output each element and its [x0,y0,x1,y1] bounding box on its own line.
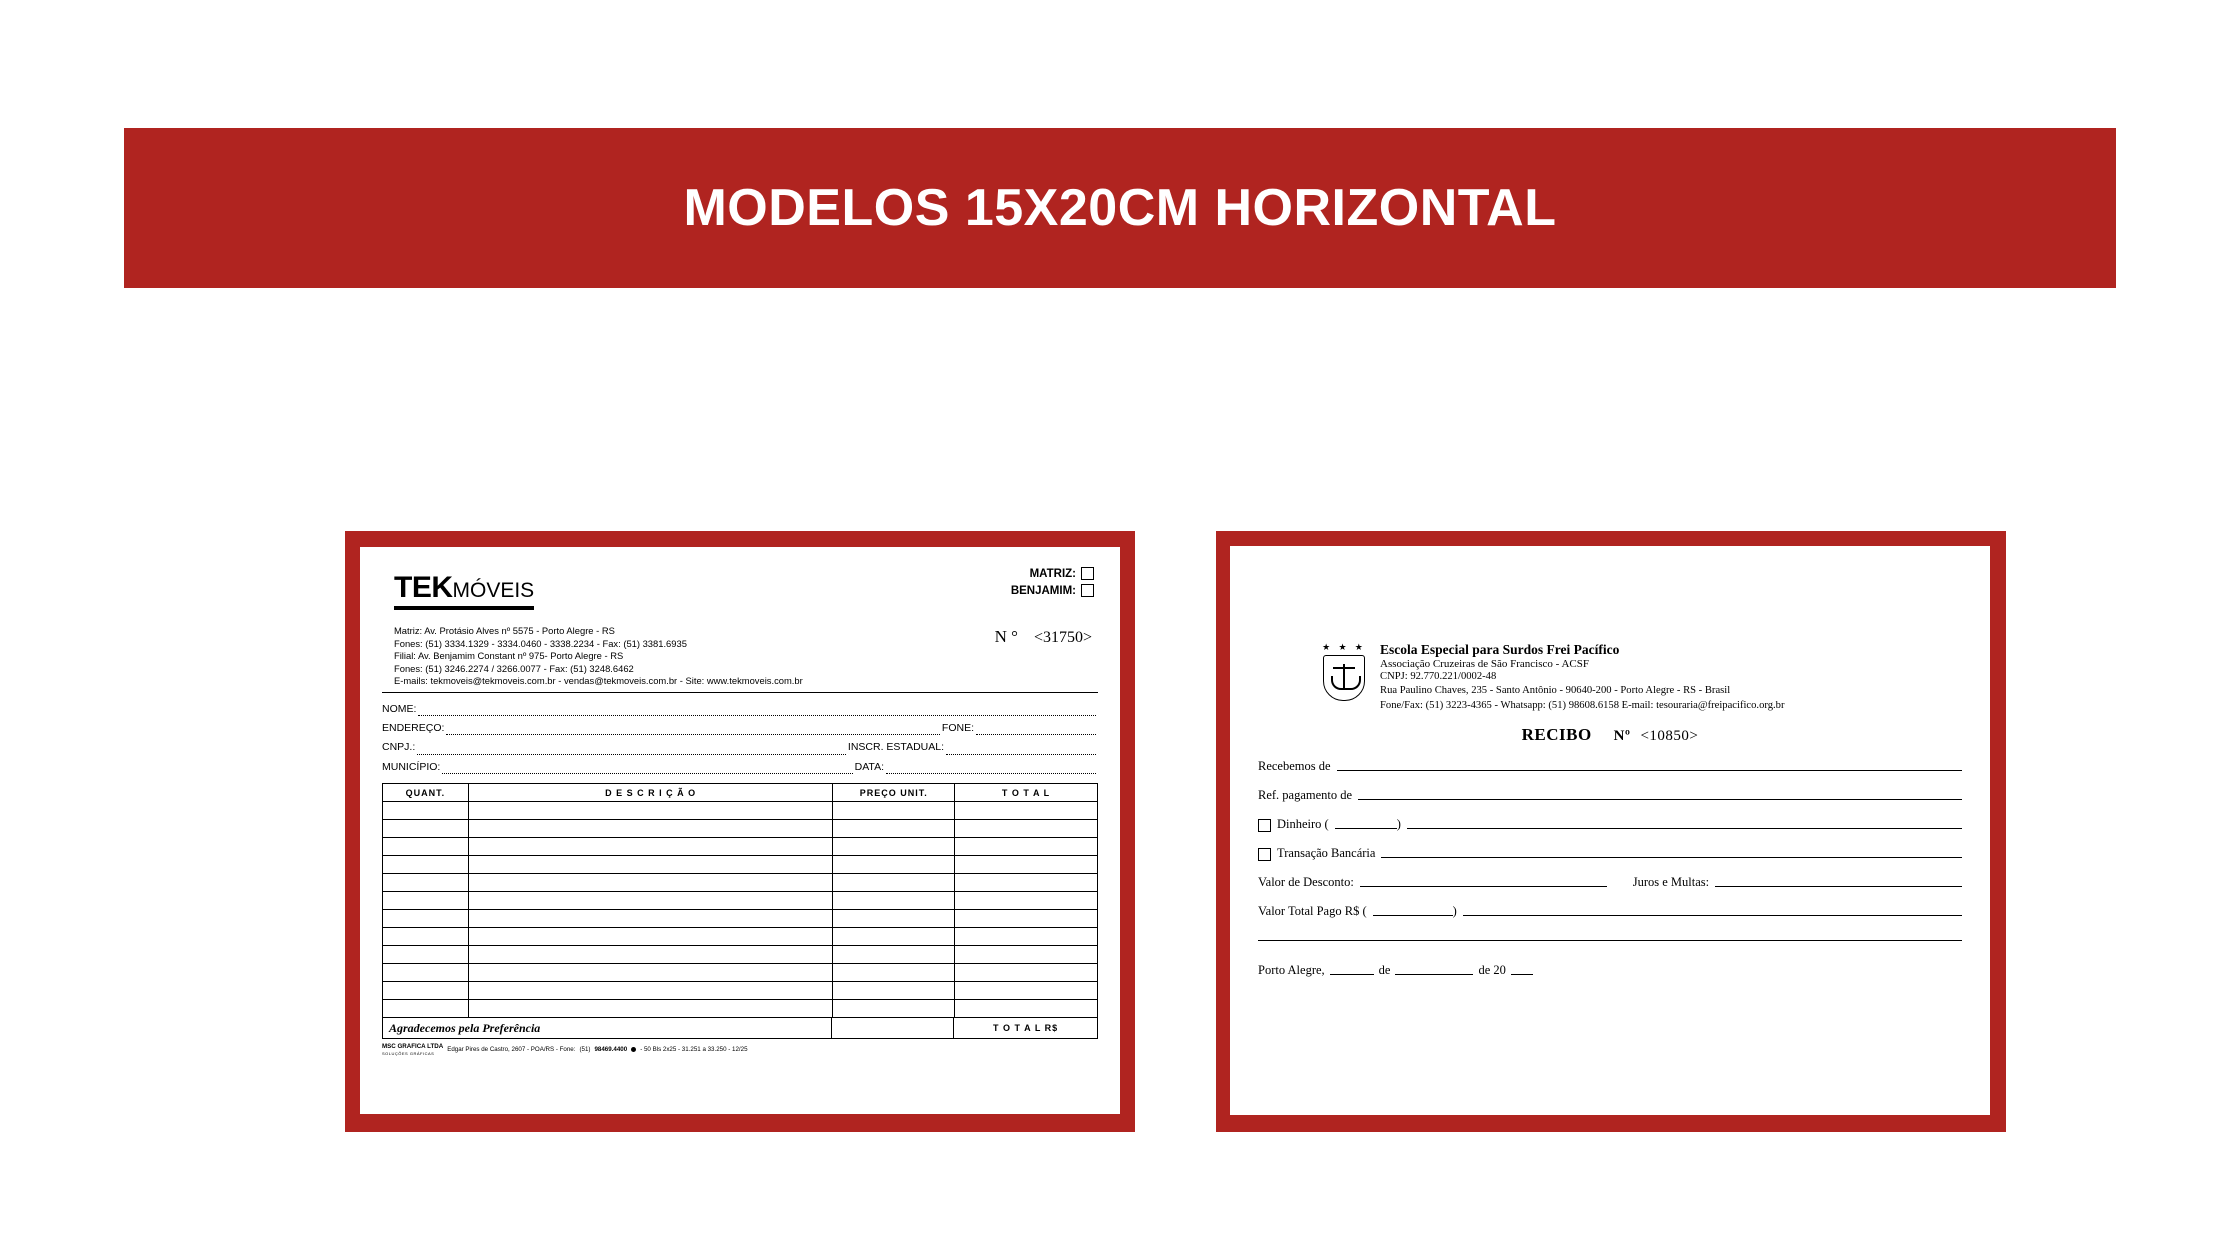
table-cell-total[interactable] [954,910,1097,928]
tek-field-endereco-label: ENDEREÇO: [382,721,445,734]
tek-field-nome-label: NOME: [382,702,417,715]
table-cell-preco[interactable] [833,928,955,946]
table-cell-quant[interactable] [383,802,469,820]
recibo-org-name: Escola Especial para Surdos Frei Pacífico [1380,642,1620,657]
tek-divider [382,692,1098,693]
table-row[interactable] [383,856,1098,874]
tek-printer-company: MSC GRAFICA LTDA [382,1043,444,1051]
recibo-city-label: Porto Alegre, [1258,962,1325,977]
recibo-total-line [1463,914,1962,916]
table-row[interactable] [383,928,1098,946]
tek-address-line-4: Fones: (51) 3246.2274 / 3266.0077 - Fax: (51) 3248.6462 [394,662,634,674]
table-cell-descricao[interactable] [468,838,833,856]
recibo-transacao-line [1381,856,1962,858]
table-cell-preco[interactable] [833,856,955,874]
tek-address-block [382,625,1098,688]
tek-numero [995,627,1092,647]
table-cell-preco[interactable] [833,1000,955,1018]
tek-printer-phone: 98469.4400 [594,1045,628,1053]
table-cell-quant[interactable] [383,874,469,892]
recibo-ref-line [1358,798,1962,800]
table-header-quant: QUANT. [383,784,469,802]
tek-field-municipio[interactable] [382,758,1098,777]
recibo-field-ref[interactable] [1258,788,1962,803]
table-row[interactable] [383,838,1098,856]
table-cell-descricao[interactable] [468,928,833,946]
table-cell-total[interactable] [954,856,1097,874]
tek-printer-text: Edgar Pires de Castro, 2607 - POA/RS - Fone: [447,1045,576,1053]
table-cell-preco[interactable] [833,820,955,838]
tek-header [382,565,1098,623]
table-cell-preco[interactable] [833,946,955,964]
stars-icon: ★ ★ ★ [1322,642,1366,652]
recibo-line-address: Rua Paulino Chaves, 235 - Santo Antônio - 90640-200 - Porto Alegre - RS - Brasil [1380,685,1731,697]
tek-field-cnpj-label: CNPJ.: [382,741,416,754]
table-cell-total[interactable] [954,1000,1097,1018]
recibo-dinheiro-checkbox[interactable] [1258,819,1271,832]
recibo-numero-label: Nº [1613,727,1631,744]
recibo-dinheiro-inner-line [1335,827,1397,829]
recibo-field-dinheiro[interactable] [1258,817,1962,832]
tek-numero-value: <31750> [1033,629,1092,646]
recibo-day-line [1330,973,1374,975]
table-row[interactable] [383,892,1098,910]
tek-fields [382,700,1098,778]
page-banner [124,128,2116,288]
recibo-title-row [1258,725,1962,745]
tek-printer-tail: - 50 Bls 2x25 - 31.251 a 33.250 - 12/25 [640,1045,748,1053]
table-cell-preco[interactable] [833,982,955,1000]
document-card-recibo [1216,531,2006,1132]
recibo-dinheiro-line [1407,827,1962,829]
whatsapp-icon [631,1047,636,1052]
recibo-header [1258,642,1962,713]
tek-field-nome[interactable] [382,700,1098,719]
table-cell-descricao[interactable] [468,964,833,982]
recibo-total-inner-line [1373,914,1453,916]
tek-field-cnpj-line [417,753,846,755]
document-card-tek [345,531,1135,1132]
table-cell-total[interactable] [954,928,1097,946]
table-cell-total[interactable] [954,838,1097,856]
tek-field-inscr-line [946,753,1096,755]
tek-field-municipio-label: MUNICÍPIO: [382,760,441,773]
page-title: MODELOS 15X20CM HORIZONTAL [683,179,1557,237]
tek-thanks-note: Agradecemos pela Preferência [389,1020,541,1035]
table-cell-preco[interactable] [833,838,955,856]
table-header-total: T O T A L [954,784,1097,802]
recibo-juros-line [1715,885,1962,887]
tek-field-fone-line [976,733,1096,735]
table-row[interactable] [383,946,1098,964]
recibo-line-cnpj: CNPJ: 92.770.221/0002-48 [1380,671,1497,682]
tek-footer-total-label: T O T A L R$ [953,1018,1097,1038]
table-cell-preco[interactable] [833,964,955,982]
table-cell-descricao[interactable] [468,874,833,892]
table-cell-descricao[interactable] [468,946,833,964]
table-cell-total[interactable] [954,964,1097,982]
tek-printer-company-sub: SOLUÇÕES GRÁFICAS [382,1050,435,1056]
table-cell-total[interactable] [954,874,1097,892]
recibo-desconto-line [1360,885,1607,887]
recibo-dinheiro-close: ) [1396,816,1401,831]
table-cell-quant[interactable] [383,892,469,910]
recibo-transacao-checkbox[interactable] [1258,848,1271,861]
recibo-field-recebemos[interactable] [1258,759,1962,774]
recibo-title: RECIBO [1521,724,1592,744]
tek-matriz-row [1011,567,1094,580]
recibo-transacao-label: Transação Bancária [1277,845,1376,860]
table-cell-descricao[interactable] [468,802,833,820]
recibo-field-desconto-juros[interactable] [1258,875,1962,890]
recibo-de1-label: de [1378,962,1391,977]
recibo-extra-line [1258,939,1962,941]
document-page-tek [360,547,1120,1114]
tek-benjamim-label: BENJAMIM: [1010,584,1076,597]
tek-logo-sub: MÓVEIS [452,579,535,602]
table-cell-total[interactable] [954,820,1097,838]
tek-items-table [382,783,1098,1018]
recibo-numero-value: <10850> [1640,727,1699,744]
recibo-year-line [1511,973,1533,975]
tek-printer-text-small: (51) [579,1045,591,1053]
recibo-fields [1258,759,1962,978]
table-cell-preco[interactable] [833,802,955,820]
table-row[interactable] [383,802,1098,820]
recibo-ref-label: Ref. pagamento de [1258,787,1353,802]
table-row[interactable] [383,964,1098,982]
tek-footer-spacer [831,1018,953,1038]
table-cell-quant[interactable] [383,838,469,856]
table-cell-total[interactable] [954,946,1097,964]
tek-logo-main: TEK [394,571,453,604]
tek-field-data-line [886,772,1096,774]
tek-numero-label: N ° [994,627,1018,646]
table-cell-quant[interactable] [383,946,469,964]
recibo-juros-label: Juros e Multas: [1632,874,1710,889]
table-cell-quant[interactable] [383,820,469,838]
tek-field-cnpj[interactable] [382,738,1098,757]
table-cell-descricao[interactable] [468,892,833,910]
recibo-total-label: Valor Total Pago R$ ( [1258,903,1367,918]
recibo-month-line [1395,973,1473,975]
recibo-emblem [1318,642,1370,701]
recibo-field-transacao[interactable] [1258,846,1962,861]
shield-icon [1323,655,1365,701]
table-row[interactable] [383,1000,1098,1018]
tek-logo [394,571,534,610]
table-header-descricao: D E S C R I Ç Ã O [468,784,833,802]
recibo-field-total[interactable] [1258,904,1962,919]
table-cell-descricao[interactable] [468,910,833,928]
table-cell-descricao[interactable] [468,856,833,874]
tek-field-municipio-line [442,772,852,774]
recibo-recebemos-line [1337,769,1962,771]
tek-benjamim-row [1011,584,1094,597]
tek-field-inscr-label: INSCR. ESTADUAL: [847,741,944,754]
tek-printer-credit [382,1043,1098,1056]
table-cell-quant[interactable] [383,928,469,946]
table-header-row [383,784,1098,802]
table-row[interactable] [383,982,1098,1000]
recibo-total-close: ) [1452,903,1457,918]
table-cell-descricao[interactable] [468,820,833,838]
table-row[interactable] [383,910,1098,928]
table-cell-preco[interactable] [833,874,955,892]
table-cell-quant[interactable] [383,910,469,928]
table-cell-total[interactable] [954,802,1097,820]
document-page-recibo [1230,546,1990,1115]
recibo-desconto-label: Valor de Desconto: [1258,874,1354,889]
tek-address-line-2: Fones: (51) 3334.1329 - 3334.0460 - 3338.2234 - Fax: (51) 3381.6935 [394,637,687,649]
table-cell-quant[interactable] [383,982,469,1000]
recibo-org-sub: Associação Cruzeiras de São Francisco - ACSF [1380,658,1589,670]
tek-address-line-3: Filial: Av. Benjamim Constant nº 975- Porto Alegre - RS [394,650,624,661]
table-cell-quant[interactable] [383,1000,469,1018]
table-cell-quant[interactable] [383,856,469,874]
tek-matriz-checkbox[interactable] [1081,567,1094,580]
tek-branch-selector [1011,567,1094,601]
tek-address-line-5: E-mails: tekmoveis@tekmoveis.com.br - vendas@tekmoveis.com.br - Site: www.tekmoveis.com.br [394,675,803,686]
table-cell-total[interactable] [954,892,1097,910]
recibo-recebemos-label: Recebemos de [1258,758,1331,773]
recibo-dinheiro-label: Dinheiro ( [1277,816,1329,831]
table-cell-descricao[interactable] [468,982,833,1000]
tek-field-data-label: DATA: [854,760,884,773]
table-cell-preco[interactable] [833,892,955,910]
tek-table-footer [382,1018,1098,1039]
tek-printer-name [382,1043,443,1056]
table-row[interactable] [383,820,1098,838]
tek-field-endereco[interactable] [382,719,1098,738]
tek-field-endereco-line [446,733,939,735]
recibo-date-row[interactable] [1258,963,1962,978]
recibo-line-contact: Fone/Fax: (51) 3223-4365 - Whatsapp: (51) 98608.6158 E-mail: tesouraria@freipacifico.org.br [1380,699,1785,711]
tek-field-fone-label: FONE: [941,721,974,734]
recibo-org-block [1380,642,1784,713]
tek-field-nome-line [418,714,1096,716]
table-cell-descricao[interactable] [468,1000,833,1018]
table-row[interactable] [383,874,1098,892]
tek-matriz-label: MATRIZ: [1029,567,1076,580]
table-cell-quant[interactable] [383,964,469,982]
recibo-de2-label: de 20 [1478,962,1506,977]
table-cell-preco[interactable] [833,910,955,928]
tek-benjamim-checkbox[interactable] [1081,584,1094,597]
table-header-preco: PREÇO UNIT. [833,784,955,802]
tek-address-line-1: Matriz: Av. Protásio Alves nº 5575 - Porto Alegre - RS [394,625,615,636]
table-cell-total[interactable] [954,982,1097,1000]
